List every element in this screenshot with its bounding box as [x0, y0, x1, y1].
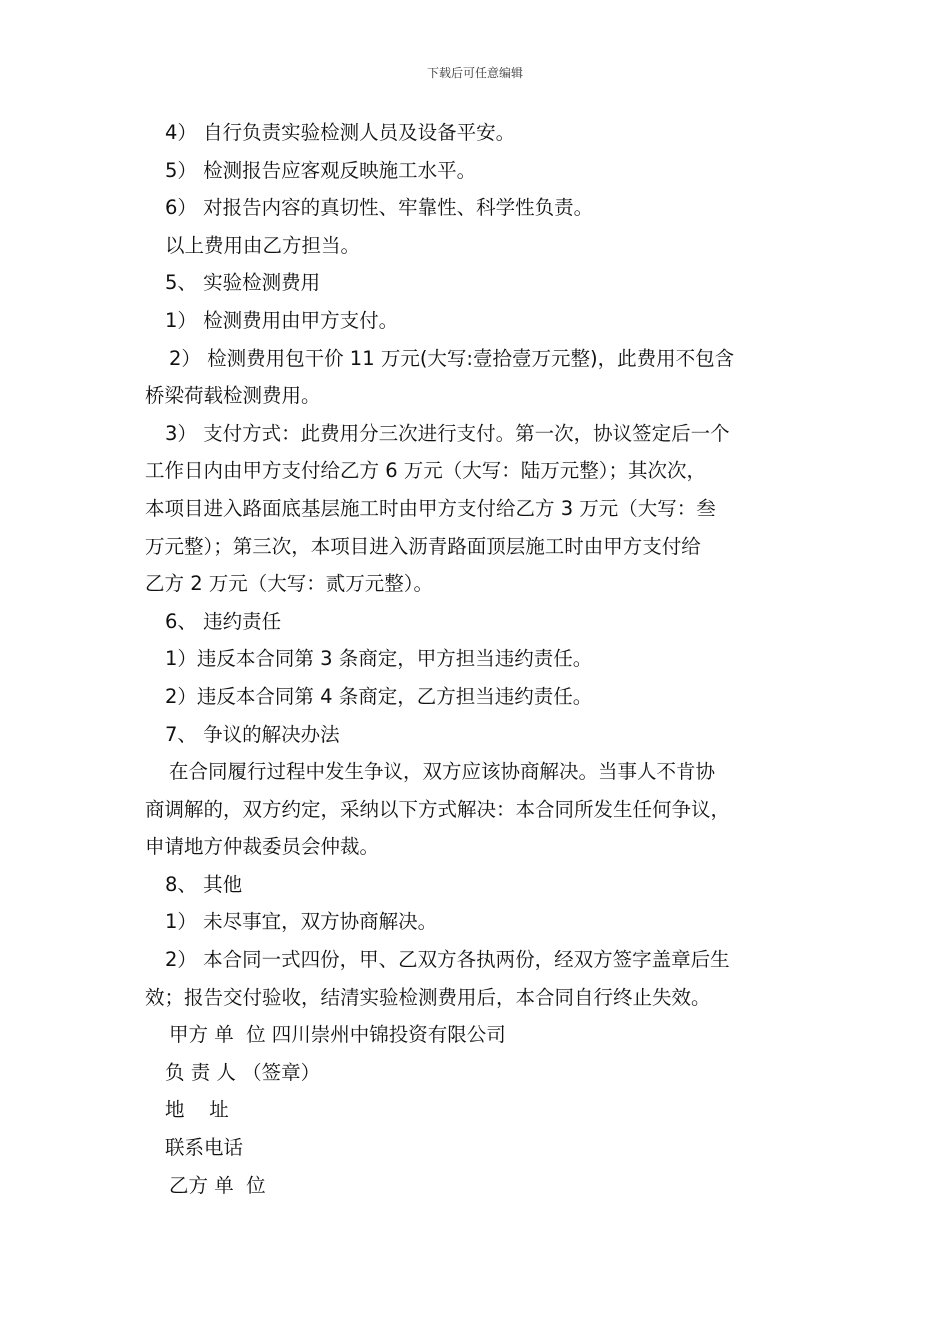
signature-party-b: 乙方 单 位: [169, 1173, 266, 1197]
paragraph-line: 6） 对报告内容的真切性、牢靠性、科学性负责。: [165, 196, 594, 220]
signature-address: 地 址: [165, 1098, 229, 1122]
paragraph-line: 2） 检测费用包干价 11 万元(大写:壹拾壹万元整)，此费用不包含: [169, 346, 735, 370]
paragraph-line: 4） 自行负责实验检测人员及设备平安。: [165, 121, 516, 144]
document-body: [145, 114, 835, 1204]
paragraph-line: 3） 支付方式：此费用分三次进行支付。第一次，协议签定后一个: [165, 421, 730, 445]
paragraph-line: 本项目进入路面底基层施工时由甲方支付给乙方 3 万元（大写：叁: [145, 496, 716, 520]
paragraph-line: 桥梁荷载检测费用。: [145, 384, 321, 408]
signature-party-a: 甲方 单 位 四川崇州中锦投资有限公司: [169, 1023, 506, 1047]
section-heading: 6、 违约责任: [165, 609, 282, 633]
paragraph-line: 万元整）；第三次，本项目进入沥青路面顶层施工时由甲方支付给: [145, 534, 701, 558]
signature-responsible: 负 责 人 （签章）: [165, 1060, 321, 1084]
section-heading: 8、 其他: [165, 872, 243, 896]
paragraph-line: 1） 未尽事宜，双方协商解决。: [165, 910, 438, 934]
signature-phone: 联系电话: [165, 1136, 244, 1160]
page-header: 下载后可任意编辑: [426, 66, 523, 80]
paragraph-line: 乙方 2 万元（大写：贰万元整）。: [145, 572, 434, 596]
section-heading: 5、 实验检测费用: [165, 271, 321, 295]
paragraph-line: 商调解的，双方约定，采纳以下方式解决：本合同所发生任何争议，: [145, 797, 731, 821]
paragraph-line: 效；报告交付验收，结清实验检测费用后，本合同自行终止失效。: [145, 985, 711, 1009]
paragraph-line: 1）违反本合同第 3 条商定，甲方担当违约责任。: [165, 647, 593, 671]
section-heading: 7、 争议的解决办法: [165, 722, 340, 746]
paragraph-line: 2）违反本合同第 4 条商定，乙方担当违约责任。: [165, 684, 593, 708]
paragraph-line: 5） 检测报告应客观反映施工水平。: [165, 158, 477, 182]
paragraph-line: 工作日内由甲方支付给乙方 6 万元（大写：陆万元整）；其次次，: [145, 459, 707, 483]
paragraph-line: 在合同履行过程中发生争议，双方应该协商解决。当事人不肯协: [169, 760, 716, 784]
paragraph-line: 以上费用由乙方担当。: [165, 233, 361, 257]
paragraph-line: 2） 本合同一式四份，甲、乙双方各执两份，经双方签字盖章后生: [165, 948, 730, 972]
paragraph-line: 1） 检测费用由甲方支付。: [165, 308, 399, 332]
paragraph-line: 申请地方仲裁委员会仲裁。: [145, 835, 380, 859]
